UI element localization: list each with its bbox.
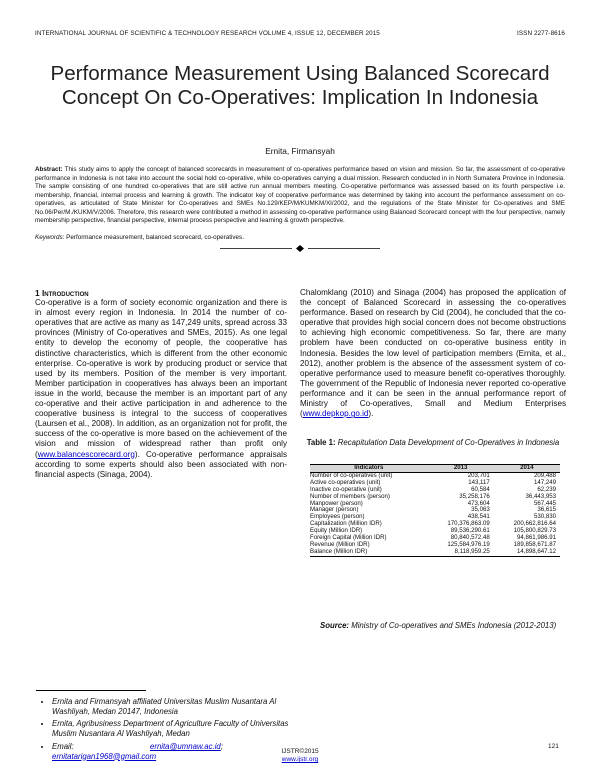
value-cell: 125,584,976.19: [447, 540, 490, 548]
indicator-cell: Revenue (Million IDR): [310, 540, 370, 548]
table-caption-label: Table 1:: [306, 438, 336, 447]
introduction-right-column: [300, 288, 566, 419]
indicator-cell: Number of members (person): [310, 492, 390, 500]
keywords: [35, 234, 565, 241]
indicator-cell: Number of co-operatives (unit): [310, 471, 393, 479]
indicator-cell: Inactive co-operative (unit): [310, 485, 382, 493]
value-cell: 567,445: [533, 499, 556, 507]
email-label: Email:: [52, 741, 74, 751]
intro-paragraph-2: Chalomklang (2010) and Sinaga (2004) has proposed the application of the concept of Balanced Scorecard in assessing the co-operatives performance. Based on research by Cid (2004), he concluded that the co-operative that provides high social concern does not become obstructions to achieving high economic competitiveness. So far, there are many problem have been conducted on co-operative business entity in Indonesia. Besides the low level of participation members (Ernita, et al., 2012), another problem is the absence of the assessment system of co-operative performance used to measure benefit co-operatives thoroughly. The government of the Republic of Indonesia never reported co-operative performance and it can be seen in the annual performance report of Ministry of Co-operatives, Small and Medium Enterprises (: [300, 288, 566, 419]
footnote-affiliation: • Ernita and Firmansyah affiliated Universitas Muslim Nusantara Al Washliyah, Medan 20147, Indonesia: [52, 697, 290, 716]
email-separator: ;: [220, 741, 223, 751]
section-separator: [220, 245, 380, 252]
value-cell: 147,249: [533, 478, 556, 486]
indicator-cell: Foreign Capital (Million IDR): [310, 534, 387, 542]
value-cell: 105,800,829.73: [513, 527, 556, 535]
indicator-cell: Manpower (person): [310, 499, 363, 507]
value-cell: 89,536,290.61: [450, 527, 490, 535]
value-cell: 62,239: [537, 485, 556, 493]
table-caption: [300, 438, 566, 448]
balancescorecard-link[interactable]: www.balancescorecard.org: [37, 449, 135, 459]
value-cell: 80,840,572.48: [450, 534, 490, 542]
cooperatives-data-table: [310, 464, 560, 557]
value-cell: 209,488: [533, 471, 556, 479]
value-cell: 170,376,863.09: [447, 520, 490, 528]
indicator-cell: Manager (person): [310, 506, 359, 514]
value-cell: 60,584: [471, 485, 490, 493]
value-cell: 203,701: [467, 471, 490, 479]
page-number: 121: [548, 743, 559, 750]
table-row: [310, 549, 560, 556]
indicator-cell: Balance (Million IDR): [310, 549, 428, 556]
column-header-indicators: Indicators: [310, 465, 428, 473]
value-cell: 189,858,671.87: [513, 540, 556, 548]
abstract: [35, 166, 565, 226]
footnote-department: • Ernita, Agribusiness Department of Agriculture Faculty of Universitas Muslim Nusantara Al Washliyah, Medan: [52, 719, 290, 738]
paper-authors: Ernita, Firmansyah: [265, 146, 335, 156]
page-footer: [0, 748, 600, 764]
indicator-cell: Employees (person): [310, 513, 365, 521]
intro-paragraph-2-tail: ).: [368, 409, 374, 419]
journal-header-title: INTERNATIONAL JOURNAL OF SCIENTIFIC & TECHNOLOGY RESEARCH VOLUME 4, ISSUE 12, DECEMBER 2015: [35, 30, 380, 37]
table-source: [320, 621, 560, 631]
value-cell: 438,541: [467, 513, 490, 521]
indicator-cell: Active co-operatives (unit): [310, 478, 381, 486]
keywords-label: Keywords: [35, 234, 63, 241]
value-cell: 94,861,986.91: [517, 534, 556, 542]
value-cell: 8,118,959.25: [428, 549, 494, 556]
section-title: Introduction: [41, 288, 89, 298]
abstract-text: This study aims to apply the concept of balanced scorecards in measurement of co-operatives performance based on vision and mission. So far, the assessment of co-operative performance in Indonesia is not take into account the social hold co-operative, while co-operatives carrying a dual mission. Research conducted in in North Sumatera Province in Indonesia. The sample consisting of one hundred co-operatives that are still active run annual members meeting. Co-operative performance was assessed based on its fourth perspective i.e. membership, financial, internal process and learning & growth. The indicator key of cooperative performance was determined by taking into account the performance assessment on co-operatives, as articulated of State Minister for Co-operatives and SMEs No.129/KEP/M/KUMKM/XI/2002, and the regulations of the State Minister for Co-operatives and SME No.06/Per/M./KUKM/V/2006. Therefore, this research were contributed a method in assessing co-operative performance using Balanced Scorecard concept with the four perspective, namely membership perspective, financial perspective, internal process perspective and learning & growth perspective.: [35, 166, 566, 224]
table-source-label: Source:: [320, 621, 350, 630]
value-cell: 35,258,176: [459, 492, 490, 500]
value-cell: 36,615: [537, 506, 556, 514]
table-caption-text: Recapitulation Data Development of Co-Operatives in Indonesia: [337, 438, 560, 447]
value-cell: 530,830: [533, 513, 556, 521]
column-header-2013: 2013: [428, 465, 494, 473]
journal-header: [35, 30, 565, 37]
depkop-link[interactable]: www.depkop.go.id: [302, 409, 369, 419]
section-heading: [35, 288, 287, 298]
value-cell: 200,662,816.64: [513, 520, 556, 528]
footer-code: IJSTR©2015: [281, 748, 319, 755]
email-link-secondary[interactable]: ernitatarigan1968@gmail.com: [52, 751, 157, 761]
value-cell: 36,443,953: [525, 492, 556, 500]
table-source-text: Ministry of Co-operatives and SMEs Indonesia (2012-2013): [351, 621, 557, 630]
abstract-label: Abstract:: [35, 166, 63, 173]
value-cell: 14,898,647.12: [494, 549, 560, 556]
indicator-cell: Capitalization (Million IDR): [310, 520, 382, 528]
paper-title: Performance Measurement Using Balanced Scorecard Concept On Co-Operatives: Implication In Indonesia: [50, 62, 550, 109]
footnote-divider: [36, 690, 146, 691]
footer-url[interactable]: www.ijstr.org: [281, 756, 319, 763]
value-cell: 473,604: [467, 499, 490, 507]
indicator-cell: Equity (Million IDR): [310, 527, 363, 535]
section-number: 1: [35, 288, 40, 298]
introduction-left-column: [35, 288, 287, 480]
intro-paragraph-1-tail: ). Co-operative performance appraisals according to some experts should also been associated with non-financial aspects (Sinaga, 2004).: [35, 449, 287, 479]
email-link-primary[interactable]: ernita@umnaw.ac.id: [150, 741, 221, 751]
intro-paragraph-1: Co-operative is a form of society economic organization and there is in almost every region in Indonesia. In 2014 the number of co-operatives that are active as many as 147,249 units, spread across 33 provinces (Ministry of Co-operatives and SMEs, 2015). As one legal entity to develop the economy of people, the cooperative has distinctive characteristics, which is different from the other economic enterprise. Co-operative is work by producing product or service that used by its members. Position of the member is very important. Member participation in cooperatives has always been an important issue in the world, because the member is an important part of any co-operative and their active participation in and adherence to the cooperative business is integral to the success of cooperatives (Laursen et al., 2008). In addition, as an organization not for profit, the success of the co-operative is more based on the achievement of the vision and mission of widespread rather than profit only (: [35, 298, 287, 459]
keywords-text: : Performance measurement, balanced scorecard, co-operatives.: [62, 234, 244, 241]
column-header-2014: 2014: [494, 465, 560, 473]
journal-issn: ISSN 2277-8616: [517, 30, 565, 37]
value-cell: 143,117: [468, 478, 490, 486]
value-cell: 35,063: [471, 506, 490, 514]
